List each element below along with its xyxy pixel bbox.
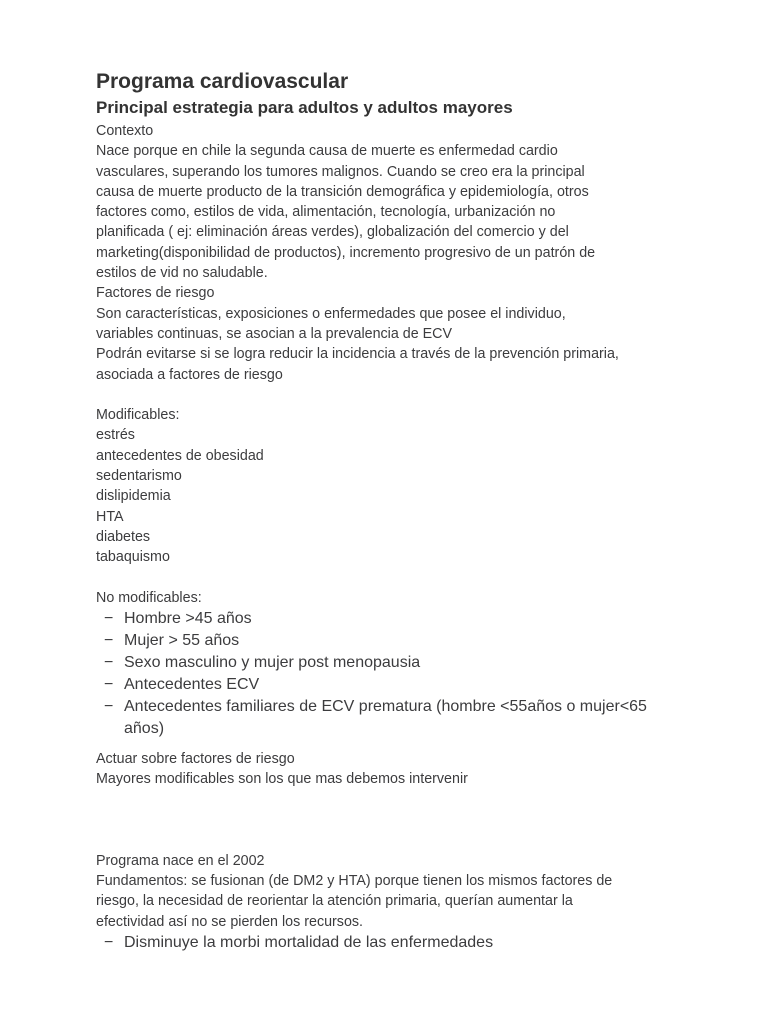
dash-bullet-icon: − [104, 698, 114, 716]
list-item: sedentarismo [96, 468, 182, 485]
list-item-text: Antecedentes familiares de ECV prematura (hombre <55años o mujer<65 años) [124, 698, 647, 738]
document-page [96, 68, 696, 954]
no-modificables-list [96, 608, 696, 740]
spacer [96, 568, 696, 588]
list-item [96, 696, 696, 740]
list-item-text: Disminuye la morbi mortalidad de las enfermedades [124, 933, 494, 951]
list-item: HTA [96, 508, 124, 525]
list-item: tabaquismo [96, 549, 170, 566]
list-item-text: Antecedentes ECV [124, 676, 260, 694]
dash-bullet-icon: − [104, 654, 114, 672]
factores-paragraph: Son características, exposiciones o enfermedades que posee el individuo, variables continuas, se asocian a la prevalencia de ECV Podrán evitarse si se logra reducir la incidencia a través de la prevención primaria, asociada a factores de riesgo [96, 305, 619, 383]
spacer [96, 790, 696, 851]
list-item: dislipidemia [96, 488, 171, 505]
page-title: Programa cardiovascular [96, 70, 349, 93]
dash-bullet-icon: − [104, 676, 114, 694]
list-item [96, 608, 696, 630]
list-item: estrés [96, 427, 135, 444]
list-item [96, 652, 696, 674]
page-subtitle: Principal estrategia para adultos y adultos mayores [96, 98, 513, 117]
list-item [96, 932, 696, 954]
dash-bullet-icon: − [104, 610, 114, 628]
spacer [96, 740, 696, 749]
list-item-text: Mujer > 55 años [124, 632, 240, 650]
programa-heading: Programa nace en el 2002 [96, 852, 265, 869]
list-item [96, 630, 696, 652]
contexto-heading: Contexto [96, 123, 154, 139]
modificables-list [96, 425, 696, 567]
dash-bullet-icon: − [104, 632, 114, 650]
list-item-text: Sexo masculino y mujer post menopausia [124, 654, 421, 672]
no-modificables-heading: No modificables: [96, 589, 202, 606]
factores-heading: Factores de riesgo [96, 285, 215, 302]
list-item [96, 674, 696, 696]
contexto-paragraph: Nace porque en chile la segunda causa de muerte es enfermedad cardio vasculares, superando los tumores malignos. Cuando se creo era la principal causa de muerte producto de la transición demográfica y epidemiología, otros factores como, estilos de vida, alimentación, tecnología, urbanización no planificada ( ej: eliminación áreas verdes), globalización del comercio y del marketing(disponibilidad de productos), incremento progresivo de un patrón de estilos de vid no saludable. [96, 143, 596, 282]
fundamentos-list [96, 932, 696, 954]
actuar-paragraph: Mayores modificables son los que mas debemos intervenir [96, 771, 468, 788]
actuar-heading: Actuar sobre factores de riesgo [96, 751, 295, 768]
fundamentos-paragraph: Fundamentos: se fusionan (de DM2 y HTA) porque tienen los mismos factores de riesgo, la necesidad de reorientar la atención primaria, querían aumentar la efectividad así no se pierden los recursos. [96, 873, 613, 930]
dash-bullet-icon: − [104, 933, 114, 951]
list-item: diabetes [96, 528, 151, 545]
list-item: antecedentes de obesidad [96, 447, 264, 464]
modificables-heading: Modificables: [96, 407, 180, 424]
list-item-text: Hombre >45 años [124, 610, 252, 628]
spacer [96, 385, 696, 405]
